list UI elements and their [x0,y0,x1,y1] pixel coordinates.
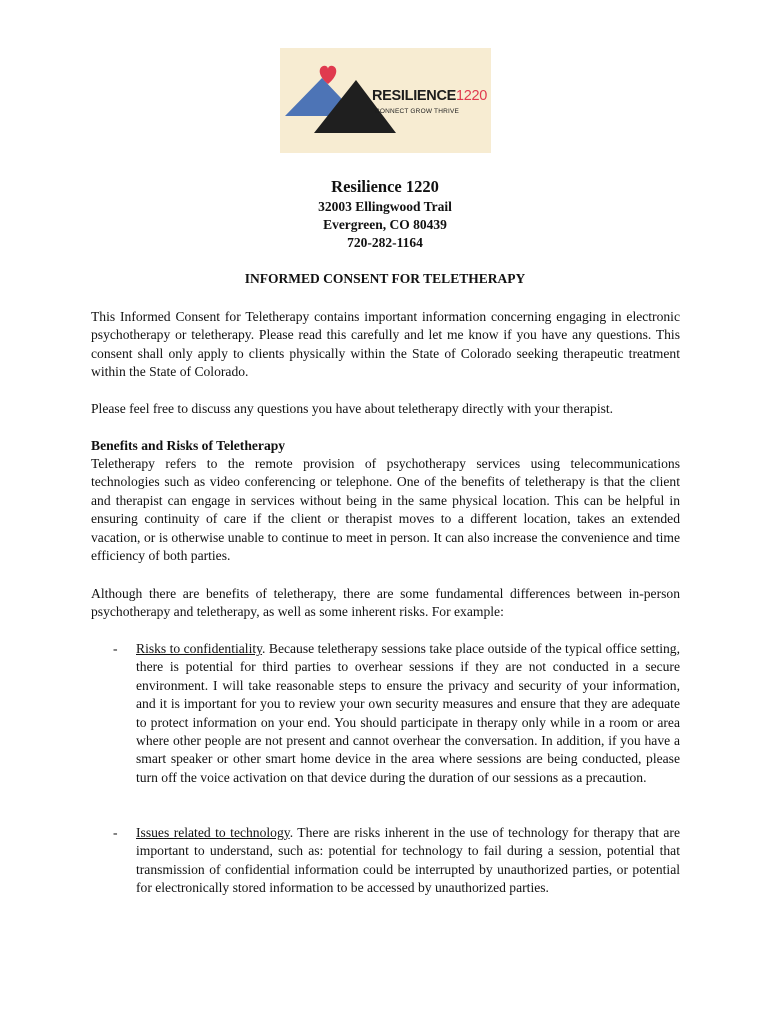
document-title: INFORMED CONSENT FOR TELETHERAPY [244,271,526,286]
risks-intro-paragraph: Although there are benefits of teletherapy, there are some fundamental differences between in-person psychotherapy and teletherapy, as well as some inherent risks. For example: [91,586,680,620]
list-item-body: . There are risks inherent in the use of technology for therapy that are important to understand, such as: potential for technology to fail during a session, potential that transmission of confidential information could be interrupted by unauthorized parties, or potential for electronically stored information to be accessed by unauthorized parties. [136,825,680,896]
list-item-text [136,640,680,787]
list-item-lead: Risks to confidentiality [136,641,263,656]
logo-wordmark [372,88,487,104]
list-item-body: . Because teletherapy sessions take place outside of the typical office setting, there is potential for third parties to overhear sessions if they are not conducted in a secure environment. I will take reasonable steps to ensure the privacy and security of your information, and it is important for you to review your own security measures and ensure that they are adequate to protect information on your end. You should participate in therapy only while in a room or area where other people are not present and cannot overhear the conversation. In addition, if you have a smart speaker or other smart home device in the area where sessions are being conducted, please turn off the voice activation on that device during the duration of our sessions as a precaution. [136,641,680,785]
section-heading: Benefits and Risks of Teletherapy [91,438,286,453]
address-line-1: 32003 Ellingwood Trail [318,199,452,214]
benefits-paragraph: Teletherapy refers to the remote provision of psychotherapy services using telecommunications technologies such as video conferencing or telephone. One of the benefits of teletherapy is that the client and therapist can engage in services without being in the same physical location. This can be helpful in ensuring continuity of care if the client or therapist moves to a different location, takes an extended vacation, or is otherwise unable to continue to meet in person. It can also increase the convenience and time efficiency of both parties. [91,456,680,564]
phone-number: 720-282-1164 [347,235,423,250]
intro-paragraph: This Informed Consent for Teletherapy contains important information concerning engaging in electronic psychotherapy or teletherapy. Please read this carefully and let me know if you have any questions. This consent shall only apply to clients physically within the State of Colorado seeking therapeutic treatment within the State of Colorado. [91,309,680,380]
org-name: Resilience 1220 [331,177,439,196]
logo-tagline: CONNECT GROW THRIVE [375,108,460,115]
questions-paragraph: Please feel free to discuss any questions you have about teletherapy directly with your therapist. [91,401,614,416]
logo-brand-name: RESILIENCE [372,88,457,104]
list-item-lead: Issues related to technology [136,825,290,840]
list-bullet: - [113,825,118,840]
list-item-text [136,824,680,898]
list-bullet: - [113,641,118,656]
resilience-logo [280,48,491,153]
logo-brand-number: 1220 [456,88,488,104]
address-line-2: Evergreen, CO 80439 [323,217,447,232]
